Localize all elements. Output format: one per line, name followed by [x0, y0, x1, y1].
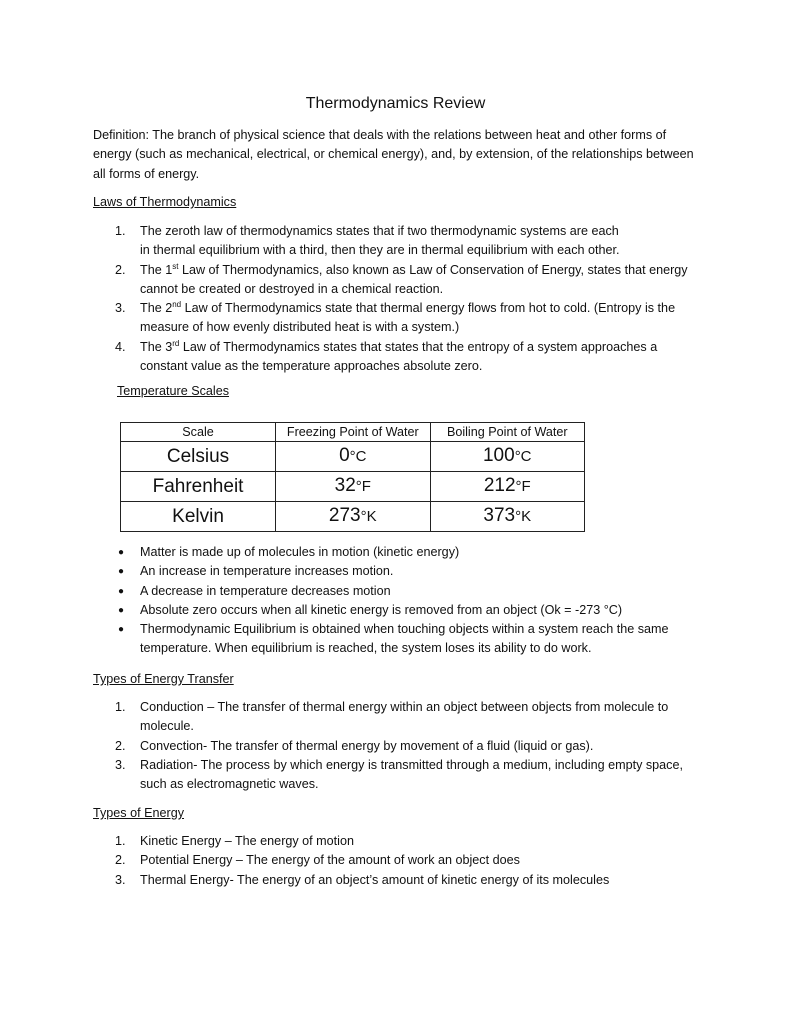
definition-paragraph	[93, 126, 703, 184]
freezing-cell: 32°F	[276, 472, 430, 502]
list-number: 2.	[115, 853, 126, 868]
temperature-heading: Temperature Scales	[117, 384, 229, 398]
facts-bullet-list	[93, 543, 703, 659]
boiling-cell: 100°C	[430, 442, 584, 472]
list-number: 3.	[115, 757, 126, 772]
scale-cell: Fahrenheit	[121, 472, 276, 502]
law-item: 4. The 3rd Law of Thermodynamics states that states that the entropy of a system approaches a constant value as the temperature approaches absolute zero.	[115, 338, 658, 374]
boiling-cell: 212°F	[430, 472, 584, 502]
energy-list	[93, 832, 703, 890]
temperature-table	[120, 422, 585, 532]
list-item: 1. Conduction – The transfer of thermal energy within an object between objects from molecule to molecule.	[115, 700, 669, 734]
freezing-cell: 0°C	[276, 442, 430, 472]
list-number: 2.	[115, 738, 126, 753]
bullet-icon: ●	[118, 585, 125, 597]
scale-cell: Kelvin	[121, 502, 276, 532]
table-row	[121, 442, 585, 472]
table-row	[121, 472, 585, 502]
list-number: 4.	[115, 339, 126, 354]
boiling-cell: 373°K	[430, 502, 584, 532]
list-item: ● Thermodynamic Equilibrium is obtained when touching objects within a system reach the same temperature. When equilibrium is reached, the system loses its ability to do work.	[118, 622, 669, 656]
list-item: ● Absolute zero occurs when all kinetic energy is removed from an object (Ok = -273 °C)	[93, 601, 703, 620]
list-item: 3. Radiation- The process by which energy is transmitted through a medium, including empty space, such as electromagnetic waves.	[115, 757, 683, 792]
list-number: 3.	[115, 301, 126, 316]
table-header-row	[121, 423, 585, 442]
transfer-list	[93, 698, 703, 794]
scale-cell: Celsius	[121, 442, 276, 472]
laws-list	[93, 222, 703, 376]
list-item: ● Matter is made up of molecules in motion (kinetic energy)	[93, 543, 703, 562]
bullet-icon: ●	[118, 624, 125, 636]
law-item: 1. The zeroth law of thermodynamics states that if two thermodynamic systems are each in thermal equilibrium with a third, then they are in thermal equilibrium with each other.	[115, 224, 620, 258]
bullet-icon: ●	[118, 604, 125, 616]
bullet-icon: ●	[118, 547, 125, 558]
definition-label: Definition:	[93, 128, 150, 142]
laws-heading: Laws of Thermodynamics	[93, 195, 237, 209]
list-item: 2. Potential Energy – The energy of the amount of work an object does	[93, 851, 703, 870]
column-header: Freezing Point of Water	[276, 423, 430, 442]
law-item: 3. The 2nd Law of Thermodynamics state that thermal energy flows from hot to cold. (Entropy is the measure of how evenly distributed heat is with a system.)	[115, 300, 676, 335]
column-header: Scale	[121, 423, 276, 442]
energy-heading: Types of Energy	[93, 806, 185, 820]
list-number: 3.	[115, 872, 126, 887]
list-number: 1.	[115, 834, 126, 848]
freezing-cell: 273°K	[276, 502, 430, 532]
list-item: 1. Kinetic Energy – The energy of motion	[93, 832, 703, 851]
list-number: 2.	[115, 262, 126, 277]
page-title: Thermodynamics Review	[305, 95, 486, 112]
list-item: ● A decrease in temperature decreases motion	[93, 582, 703, 601]
column-header: Boiling Point of Water	[430, 423, 584, 442]
list-item: ● An increase in temperature increases motion.	[93, 562, 703, 581]
table-row	[121, 502, 585, 532]
law-item: 2. The 1st Law of Thermodynamics, also known as Law of Conservation of Energy, states that energy cannot be created or destroyed in a chemical reaction.	[115, 261, 688, 296]
bullet-icon: ●	[118, 566, 125, 578]
list-number: 1.	[115, 700, 126, 714]
list-item: 2. Convection- The transfer of thermal energy by movement of a fluid (liquid or gas).	[93, 737, 703, 756]
transfer-heading: Types of Energy Transfer	[93, 672, 234, 686]
list-item: 3. Thermal Energy- The energy of an object’s amount of kinetic energy of its molecules	[93, 871, 703, 890]
list-number: 1.	[115, 224, 126, 238]
definition-text: The branch of physical science that deals with the relations between heat and other forms of energy (such as mechanical, electrical, or chemical energy), and, by extension, of the relationships between all forms of energy.	[93, 128, 694, 181]
